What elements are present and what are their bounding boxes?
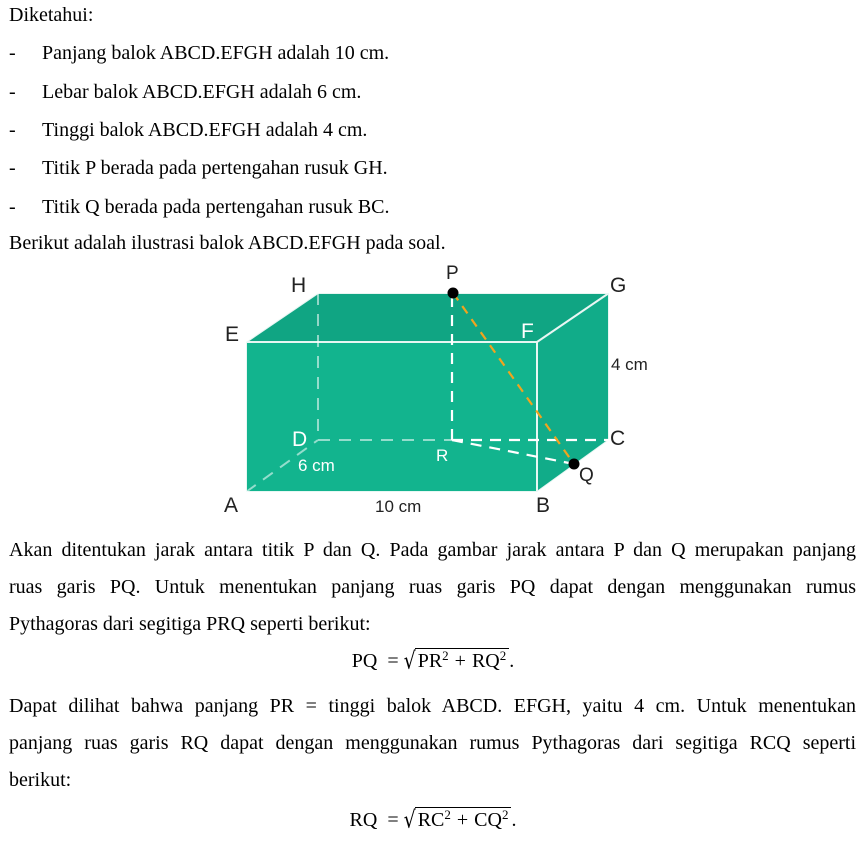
paragraph-line: Dapat dilihat bahwa panjang PR = tinggi balok ABCD. EFGH, yaitu 4 cm. Untuk menentukan — [9, 695, 856, 717]
paragraph-1 — [9, 532, 856, 643]
plus-sign: + — [454, 650, 466, 672]
sqrt-radicand — [415, 648, 510, 673]
list-bullet: - — [9, 81, 16, 103]
list-bullet: - — [9, 157, 16, 179]
formula-lhs: RQ — [349, 809, 378, 831]
sqrt-symbol: √ — [403, 647, 416, 675]
list-item: Panjang balok ABCD.EFGH adalah 10 cm. — [42, 42, 390, 64]
formula-equals: = — [387, 650, 399, 672]
vertex-label-a: A — [224, 494, 239, 517]
width-label: 6 cm — [298, 456, 335, 475]
paragraph-line: ruas garis PQ. Untuk menentukan panjang ruas garis PQ dapat dengan menggunakan rumus — [9, 576, 856, 598]
exponent: 2 — [444, 807, 451, 822]
term-a: RC — [417, 809, 445, 831]
formula-pq — [0, 646, 866, 676]
cuboid-figure — [215, 258, 655, 520]
vertex-label-p: P — [446, 263, 459, 284]
list-bullet: - — [9, 42, 16, 64]
paragraph-line: Pythagoras dari segitiga PRQ seperti berikut: — [9, 613, 371, 635]
term-b: CQ — [474, 809, 502, 831]
vertex-label-e: E — [225, 323, 240, 346]
sqrt-symbol: √ — [403, 806, 416, 834]
list-item: Lebar balok ABCD.EFGH adalah 6 cm. — [42, 81, 362, 103]
exponent: 2 — [501, 807, 509, 822]
formula-rq — [0, 805, 866, 835]
formula-period: . — [511, 809, 517, 831]
known-heading: Diketahui: — [9, 4, 94, 26]
paragraph-line: berikut: — [9, 769, 72, 791]
list-item: Titik P berada pada pertengahan rusuk GH. — [42, 157, 388, 179]
point-q — [569, 459, 580, 470]
paragraph-line: Akan ditentukan jarak antara titik P dan Q. Pada gambar jarak antara P dan Q merupakan panjang — [9, 539, 856, 561]
list-item: Titik Q berada pada pertengahan rusuk BC. — [42, 196, 390, 218]
term-a: PR — [417, 650, 443, 672]
vertex-label-q: Q — [579, 465, 594, 486]
list-item: Tinggi balok ABCD.EFGH adalah 4 cm. — [42, 119, 368, 141]
vertex-label-d: D — [292, 428, 308, 451]
paragraph-2 — [9, 688, 856, 799]
list-bullet: - — [9, 196, 16, 218]
point-p — [448, 288, 459, 299]
list-bullet: - — [9, 119, 16, 141]
height-label: 4 cm — [611, 355, 648, 374]
vertex-label-h: H — [291, 274, 307, 297]
vertex-label-r: R — [436, 446, 449, 465]
sqrt-radicand — [415, 807, 512, 832]
vertex-label-b: B — [536, 494, 551, 517]
vertex-label-g: G — [610, 274, 627, 297]
cuboid-front-face — [246, 342, 537, 492]
length-label: 10 cm — [375, 497, 422, 516]
formula-period: . — [509, 650, 515, 672]
exponent: 2 — [442, 648, 449, 663]
formula-equals: = — [387, 809, 399, 831]
vertex-label-c: C — [610, 427, 626, 450]
vertex-label-f: F — [521, 320, 534, 343]
plus-sign: + — [456, 809, 469, 831]
illustration-intro: Berikut adalah ilustrasi balok ABCD.EFGH pada soal. — [9, 232, 446, 254]
exponent: 2 — [499, 648, 507, 663]
paragraph-line: panjang ruas garis RQ dapat dengan menggunakan rumus Pythagoras dari segitiga RCQ seperti — [9, 732, 856, 754]
formula-lhs: PQ — [351, 650, 378, 672]
term-b: RQ — [471, 650, 500, 672]
